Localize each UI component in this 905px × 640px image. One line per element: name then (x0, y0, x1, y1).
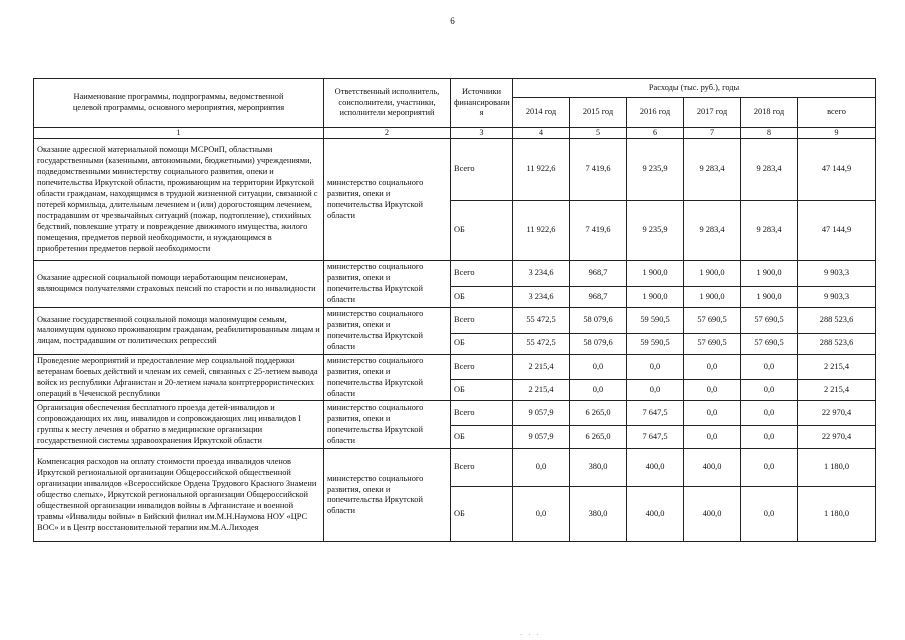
total-value: 288 523,6 (798, 333, 876, 354)
column-number: 7 (684, 128, 741, 139)
executor: министерство социального развития, опеки и попечительства Иркутской области (324, 401, 451, 449)
total-value: 9 903,3 (798, 287, 876, 308)
table-row (34, 261, 876, 287)
year-value: 0,0 (741, 426, 798, 449)
year-value: 400,0 (684, 449, 741, 487)
funding-source: ОБ (451, 201, 513, 261)
funding-source: Всего (451, 308, 513, 333)
year-value: 9 057,9 (513, 401, 570, 426)
funding-source: Всего (451, 261, 513, 287)
scan-mark: · · · (520, 631, 541, 639)
funding-source: ОБ (451, 426, 513, 449)
year-value: 2 215,4 (513, 354, 570, 380)
year-value: 380,0 (570, 487, 627, 542)
year-value: 0,0 (741, 401, 798, 426)
total-value: 47 144,9 (798, 201, 876, 261)
year-value: 6 265,0 (570, 426, 627, 449)
year-value: 57 690,5 (741, 333, 798, 354)
year-value: 6 265,0 (570, 401, 627, 426)
total-value: 2 215,4 (798, 380, 876, 401)
year-value: 9 057,9 (513, 426, 570, 449)
table-row (34, 354, 876, 380)
budget-table (33, 78, 876, 542)
column-numbers-row (34, 128, 876, 139)
year-value: 59 590,5 (627, 308, 684, 333)
page-number: 6 (450, 16, 455, 26)
year-value: 0,0 (513, 449, 570, 487)
header-name: Наименование программы, подпрограммы, ведомственной целевой программы, основного мероприятия, мероприятия (34, 79, 324, 128)
year-value: 9 283,4 (684, 201, 741, 261)
year-value: 0,0 (684, 380, 741, 401)
year-value: 7 419,6 (570, 139, 627, 201)
year-value: 55 472,5 (513, 333, 570, 354)
funding-source: ОБ (451, 333, 513, 354)
executor: министерство социального развития, опеки и попечительства Иркутской области (324, 261, 451, 308)
year-value: 55 472,5 (513, 308, 570, 333)
year-value: 11 922,6 (513, 139, 570, 201)
total-value: 47 144,9 (798, 139, 876, 201)
year-value: 0,0 (684, 426, 741, 449)
year-value: 58 079,6 (570, 333, 627, 354)
header-year: 2017 год (684, 98, 741, 128)
column-number: 2 (324, 128, 451, 139)
year-value: 0,0 (627, 380, 684, 401)
header-year: 2018 год (741, 98, 798, 128)
funding-source: Всего (451, 139, 513, 201)
year-value: 0,0 (741, 354, 798, 380)
year-value: 1 900,0 (741, 261, 798, 287)
year-value: 9 283,4 (684, 139, 741, 201)
activity-name: Организация обеспечения бесплатного проезда детей-инвалидов и сопровождающих их лиц, инвалидов и сопровождающих лиц инвалидов I группы к месту лечения и обратно в медицинские организации государственной системы здравоохранения Иркутской области (34, 401, 324, 449)
year-value: 0,0 (684, 401, 741, 426)
year-value: 0,0 (570, 380, 627, 401)
total-value: 9 903,3 (798, 261, 876, 287)
table-row (34, 308, 876, 333)
header-year: всего (798, 98, 876, 128)
header-year: 2014 год (513, 98, 570, 128)
year-value: 59 590,5 (627, 333, 684, 354)
executor: министерство социального развития, опеки и попечительства Иркутской области (324, 449, 451, 542)
header-executor: Ответственный исполнитель, соисполнители, участники, исполнители мероприятий (324, 79, 451, 128)
year-value: 58 079,6 (570, 308, 627, 333)
year-value: 400,0 (627, 487, 684, 542)
table-body (34, 139, 876, 542)
year-value: 1 900,0 (741, 287, 798, 308)
funding-source: Всего (451, 449, 513, 487)
year-value: 3 234,6 (513, 261, 570, 287)
column-number: 5 (570, 128, 627, 139)
year-value: 57 690,5 (684, 308, 741, 333)
total-value: 1 180,0 (798, 487, 876, 542)
year-value: 7 419,6 (570, 201, 627, 261)
column-number: 3 (451, 128, 513, 139)
year-value: 9 235,9 (627, 201, 684, 261)
activity-name: Оказание государственной социальной помощи малоимущим семьям, малоимущим одиноко проживающим гражданам, реабилитированным лицам и лицам, пострадавшим от политических репрессий (34, 308, 324, 355)
column-number: 1 (34, 128, 324, 139)
column-number: 6 (627, 128, 684, 139)
year-value: 9 283,4 (741, 139, 798, 201)
year-value: 57 690,5 (741, 308, 798, 333)
total-value: 22 970,4 (798, 426, 876, 449)
executor: министерство социального развития, опеки и попечительства Иркутской области (324, 354, 451, 401)
year-value: 1 900,0 (684, 287, 741, 308)
activity-name: Компенсация расходов на оплату стоимости проезда инвалидов членов Иркутской региональной организации Общероссийской общественной организации инвалидов «Всероссийское Ордена Трудового Красного Знамени общество слепых», Иркутской региональной организации Общероссийской общественной организации инвалидов войны в Афганистане и военной травмы «Инвалиды войны» в Бийский филиал им.М.Н.Наумова НОУ «ЦРС ВОС» и в Центр восстановительной терапии им.М.А.Лиходея (34, 449, 324, 542)
total-value: 1 180,0 (798, 449, 876, 487)
year-value: 0,0 (627, 354, 684, 380)
year-value: 3 234,6 (513, 287, 570, 308)
funding-source: Всего (451, 354, 513, 380)
year-value: 9 235,9 (627, 139, 684, 201)
year-value: 400,0 (627, 449, 684, 487)
total-value: 288 523,6 (798, 308, 876, 333)
year-value: 7 647,5 (627, 426, 684, 449)
funding-source: ОБ (451, 380, 513, 401)
header-year: 2015 год (570, 98, 627, 128)
year-value: 1 900,0 (684, 261, 741, 287)
year-value: 0,0 (570, 354, 627, 380)
year-value: 0,0 (684, 354, 741, 380)
activity-name: Проведение мероприятий и предоставление мер социальной поддержки ветеранам боевых действий и членам их семей, связанных с 25-летием вывода войск из республики Афганистан и 20-летием начала контртеррористических операций в Чеченской республики (34, 354, 324, 401)
funding-source: ОБ (451, 287, 513, 308)
executor: министерство социального развития, опеки и попечительства Иркутской области (324, 308, 451, 355)
table-row (34, 401, 876, 426)
year-value: 11 922,6 (513, 201, 570, 261)
year-value: 2 215,4 (513, 380, 570, 401)
column-number: 4 (513, 128, 570, 139)
year-value: 0,0 (513, 487, 570, 542)
year-value: 9 283,4 (741, 201, 798, 261)
table-row (34, 449, 876, 487)
total-value: 22 970,4 (798, 401, 876, 426)
column-number: 8 (741, 128, 798, 139)
year-value: 57 690,5 (684, 333, 741, 354)
year-value: 7 647,5 (627, 401, 684, 426)
year-value: 0,0 (741, 380, 798, 401)
year-value: 1 900,0 (627, 287, 684, 308)
header-year: 2016 год (627, 98, 684, 128)
funding-source: Всего (451, 401, 513, 426)
header-expenses: Расходы (тыс. руб.), годы (513, 79, 876, 98)
column-number: 9 (798, 128, 876, 139)
year-value: 400,0 (684, 487, 741, 542)
year-value: 380,0 (570, 449, 627, 487)
activity-name: Оказание адресной материальной помощи МСРОиП, областными государственными (казенными, автономными, бюджетными) учреждениями, подведомственными министерству социального развития, опеки и попечительства Иркутской области, проживающим на территории Иркутской области гражданам, находящимся в трудной жизненной ситуации, связанной с потерей кормильца, длительным лечением и (или) дорогостоящим лечением, пострадавшим от чрезвычайных ситуаций (пожар, подтопление), стихийных бедствий, повлекшие утрату и повреждение движимого имущества, жилого помещения, предметов первой необходимости, и нуждающимся в приобретении предметов первой необходимости (34, 139, 324, 261)
year-value: 0,0 (741, 487, 798, 542)
year-value: 968,7 (570, 287, 627, 308)
year-value: 0,0 (741, 449, 798, 487)
header-source: Источники финансировани я (451, 79, 513, 128)
total-value: 2 215,4 (798, 354, 876, 380)
funding-source: ОБ (451, 487, 513, 542)
table-row (34, 139, 876, 201)
executor: министерство социального развития, опеки и попечительства Иркутской области (324, 139, 451, 261)
year-value: 1 900,0 (627, 261, 684, 287)
activity-name: Оказание адресной социальной помощи неработающим пенсионерам, являющимся получателями страховых пенсий по старости и по инвалидности (34, 261, 324, 308)
year-value: 968,7 (570, 261, 627, 287)
